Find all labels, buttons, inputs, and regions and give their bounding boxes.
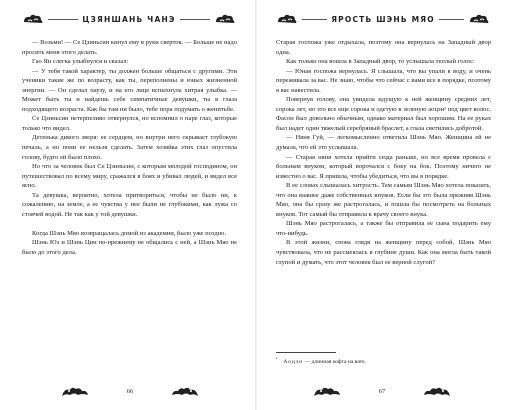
header-rule	[302, 19, 327, 20]
cloud-ornament-icon	[276, 12, 298, 26]
left-running-header	[22, 8, 236, 30]
right-body-text	[276, 38, 491, 267]
page-number: 67	[378, 387, 386, 395]
chapter-title: ЯРОСТЬ ШЭНЬ МЯО	[331, 14, 435, 24]
paragraph: — Старая няня хотела прийти сюда раньше, но все время провела с больным внуком, который ворочался с боку на бок. Поэтому ничего не известно о вас. Я пришла, чтобы убедиться, что вы в порядке.	[276, 153, 491, 180]
paragraph: Повернув голову, она увидела идущую к ней женщину средних лет, сорока лет, но это все еще сорока и одетую в зеленую аоцзи¹ под цвет волос. Фасон был довольно обычным, однако материал был хорошим. На ее руках был надет один тяжелый серебряный браслет, а глаза светились добротой.	[276, 96, 491, 132]
footnote	[276, 355, 491, 366]
cloud-ornament-icon	[22, 12, 44, 26]
footnote-text: — длинная кофта на вате.	[303, 358, 367, 365]
dragon-ornament-icon	[170, 384, 200, 398]
right-running-header	[276, 8, 490, 30]
paragraph: Старая госпожа уже отдыхала, поэтому она вернулась на Западный двор одна.	[276, 39, 491, 56]
paragraph: — Возьми! — Се Цзиньсин кинул ему в руки сверток. — Больше не надо просить меня этого делать.	[22, 39, 238, 56]
cloud-ornament-icon	[468, 12, 490, 26]
footnote-term: Аоцзи	[283, 358, 304, 365]
left-footer	[60, 382, 200, 400]
page-number: 66	[126, 387, 134, 395]
paragraph: В ее словах слышалась хитрость. Тем самым Шэнь Мяо хотела показать, что она важнее даже собственных внуков. Если бы это была прежняя Шэнь Мяо, она бы сразу же растрогалась, и пошла бы посмотреть на больных внуков. Тот самый бы отправила к врачу своего внука.	[276, 182, 491, 218]
cloud-ornament-icon	[214, 12, 236, 26]
footnote-rule	[276, 352, 336, 353]
left-body-text	[22, 38, 237, 258]
paragraph: Шэнь Мяо растрогалась, а также бы отправила ее сына подарить ему что-нибудь.	[276, 220, 491, 237]
paragraph: Как только она вошла в Западный двор, то услышала теплый голос:	[286, 58, 475, 66]
right-page	[256, 0, 512, 410]
paragraph: В этой жизни, снова глядя на женщину перед собой, Шэнь Мяо чувствовала, что не рассмеялась в глубине души. Как она могла быть такой глупой и думать, что этот человек был ее верной слугой?	[276, 239, 491, 266]
header-rule	[439, 19, 464, 20]
footnote-mark: ¹	[276, 356, 278, 361]
paragraph: — Юная госпожа вернулась. Я слышала, что вы упали в воду, и очень переживала за вас. Не знаю, чтобы что сейчас с вами все в порядке, поэтому я вас навестила.	[276, 67, 491, 94]
paragraph: Та девушка, вероятно, хотела притвориться, чтобы не было ни, к сожалению, на земле, а ее чувства у нее были не глубокими, как лужа со стоячей водой. Не так как у той девушки.	[22, 191, 237, 218]
paragraph: Когда Шэнь Мяо возвращалась домой из академии, было уже поздно.	[32, 229, 227, 237]
header-rule	[180, 19, 210, 20]
paragraph: Детенька дикого зверя: ее сердцем, но внутри него скрывает глубокую печаль, а но пони ее нельзя сделать. Затем хозяйка этих глаз опустила голову, будто ей было плохо.	[22, 134, 237, 161]
paragraph: Гао Ян слегка улыбнулся и сказал:	[32, 58, 129, 66]
paragraph: Шэнь Юэ и Шэнь Цин по-прежнему не общались с ней, а Шэнь Мяо не было до этого дела.	[22, 239, 237, 256]
paragraph: — Няня Гуй, — легкомысленно ответила Шэнь Мяо. Женщина ей не думала, что ей это услышала.	[276, 134, 491, 152]
paragraph: Се Цзиньсин нетерпеливо отвернулся, но вспомнил о паре глаз, которые только что видел.	[22, 115, 237, 132]
paragraph: — У тебя такой характер, ты должен больше общаться с другими. Эти ученики такие же по возрасту, как ты, переполнены и юных жизненной энергии. — Он сделал паузу, и на его лице вспыхнула хитрая улыбка. — Может быть ты и найдешь себе симпатичные девушки, ты в глаза подходящего возраста. Как бы там ни было, тебе пора подумать о женитьбе.	[22, 67, 237, 113]
header-rule	[48, 19, 78, 20]
right-footer	[312, 382, 452, 400]
dragon-ornament-icon	[312, 384, 342, 398]
dragon-ornament-icon	[60, 384, 90, 398]
book-title: ЦЗЯНШАНЬ ЧАНЭ	[82, 14, 176, 24]
paragraph: Но что за человек был Се Цзиньсин, с которым молодой господином, он путешествовал по всему миру, сражался в боях и убивал людей, и видел все ясно.	[22, 163, 237, 190]
dragon-ornament-icon	[422, 384, 452, 398]
